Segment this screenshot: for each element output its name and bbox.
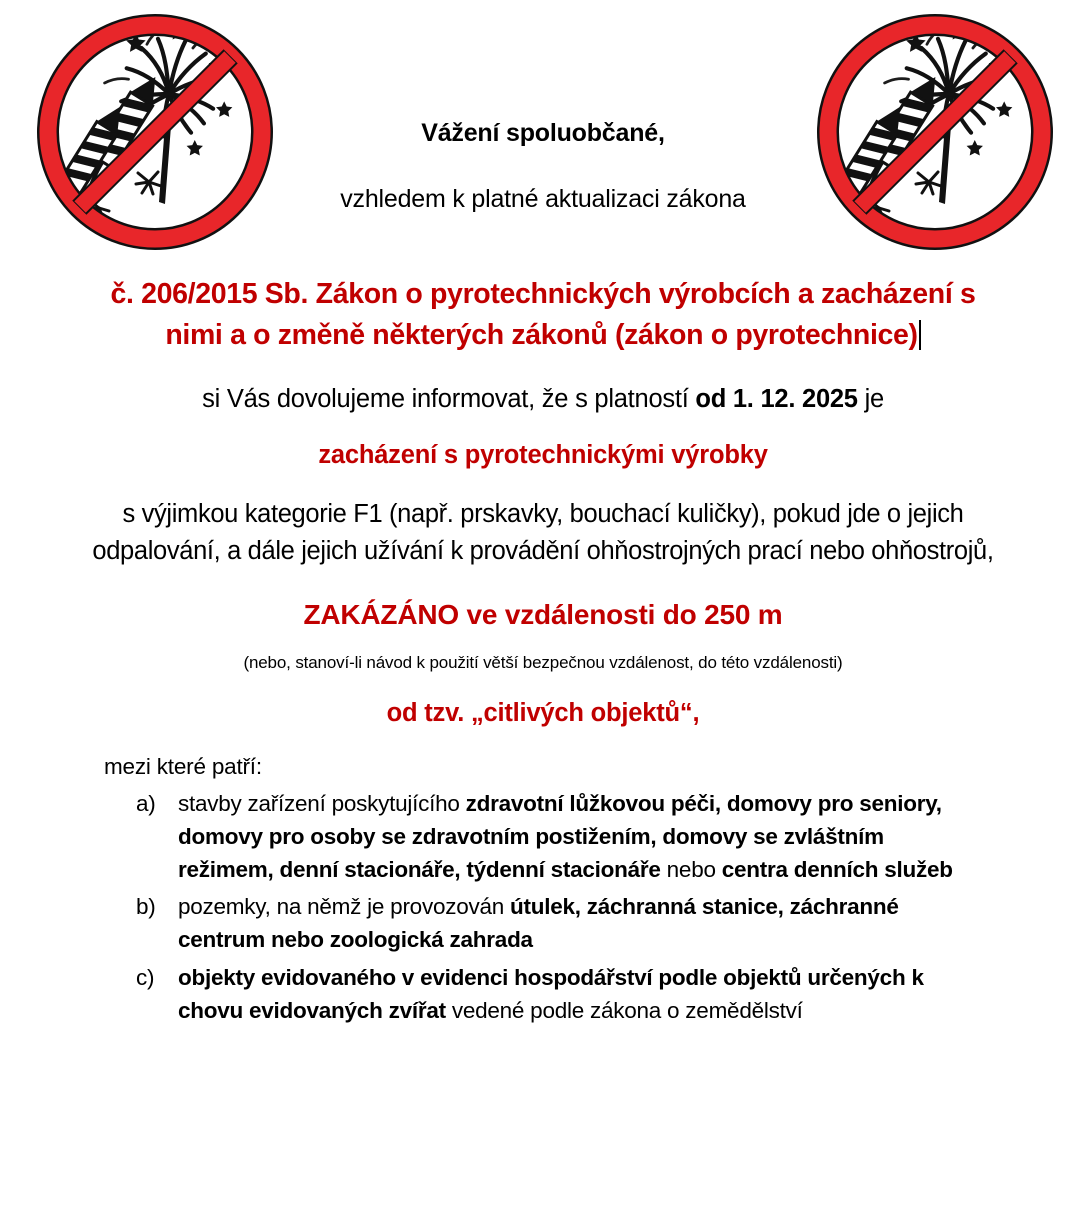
list-item-text: pozemky, na němž je provozován útulek, záchranná stanice, záchranné centrum nebo zoologická zahrada bbox=[178, 894, 899, 953]
list-item bbox=[60, 788, 1026, 887]
effective-date-suffix: je bbox=[857, 385, 884, 414]
list-item bbox=[60, 891, 1026, 957]
no-fireworks-prohibition-sign-left bbox=[32, 12, 278, 252]
notice-body bbox=[0, 274, 1086, 1028]
sensitive-objects-heading: od tzv. „citlivých objektů“, bbox=[386, 698, 700, 727]
law-title bbox=[60, 274, 1026, 356]
exception-paragraph: s výjimkou kategorie F1 (např. prskavky, bouchací kuličky), pokud jde o jejich odpalování, a dále jejich užívání k provádění ohňostrojných prací nebo ohňostrojů, bbox=[92, 500, 994, 565]
no-fireworks-prohibition-sign-right bbox=[812, 12, 1058, 252]
handling-emphasis: zacházení s pyrotechnickými výrobky bbox=[318, 441, 768, 470]
salutation: Vážení spoluobčané, bbox=[421, 119, 665, 147]
list-item bbox=[60, 962, 1026, 1028]
header-text-block bbox=[282, 8, 804, 214]
list-item-marker: a) bbox=[136, 790, 156, 816]
list-item-marker: b) bbox=[136, 894, 156, 920]
ban-distance-footnote: (nebo, stanoví-li návod k použití větší bezpečnou vzdálenost, do této vzdálenosti) bbox=[243, 652, 843, 672]
law-title-text: č. 206/2015 Sb. Zákon o pyrotechnických výrobcích a zacházení s nimi a o změně některých zákonů (zákon o pyrotechnice) bbox=[110, 278, 976, 352]
effective-date-prefix: si Vás dovolujeme informovat, že s platností bbox=[202, 385, 696, 414]
ban-distance-line: ZAKÁZÁNO ve vzdálenosti do 250 m bbox=[303, 598, 783, 630]
list-item-marker: c) bbox=[136, 965, 155, 991]
effective-date-line bbox=[60, 382, 1026, 416]
text-caret bbox=[919, 320, 921, 350]
header-subline: vzhledem k platné aktualizaci zákona bbox=[340, 185, 746, 213]
list-intro: mezi které patří: bbox=[104, 753, 262, 779]
list-item-text: stavby zařízení poskytujícího zdravotní lůžkovou péči, domovy pro seniory, domovy pro osoby se zdravotním postižením, domovy se zvláštním režimem, denní stacionáře, týdenní stacionáře nebo centra denních služeb bbox=[178, 790, 953, 882]
effective-date-value: od 1. 12. 2025 bbox=[695, 385, 858, 414]
sensitive-objects-list bbox=[60, 788, 1026, 1028]
list-item-text: objekty evidovaného v evidenci hospodářství podle objektů určených k chovu evidovaných zvířat vedené podle zákona o zemědělství bbox=[178, 965, 924, 1023]
header-band bbox=[0, 0, 1086, 252]
